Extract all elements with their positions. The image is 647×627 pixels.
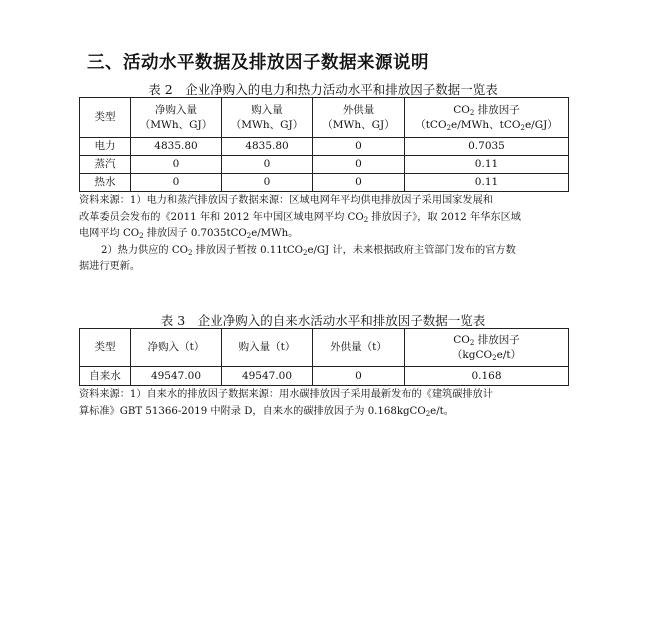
cell-supply: 0 — [313, 367, 405, 386]
table2-caption: 表 2 企业净购入的电力和热力活动水平和排放因子数据一览表 — [148, 82, 498, 97]
cell-net-purchase: 0 — [131, 174, 222, 192]
cell-type: 电力 — [80, 138, 131, 156]
table2-source-note: 资料来源：1）电力和蒸汽排放因子数据来源：区域电网年平均供电排放因子采用国家发展和 改革委员会发布的《2011 年和 2012 年中国区域电网平均 $CO_2$ 排放因子》，取 2012 年华东区域 电网平均 $CO_2$ 排放因子 0.7035tCO$_2$e/MWh。 2）热力供应的 $CO_2$ 排放因子暂按 0.11tCO$_2$e/GJ 计，未来根据政府主管部门发布的官方数 据进行更新。 — [79, 195, 521, 272]
cell-net-purchase: 49547.00 — [131, 367, 222, 386]
table2-header-purchase: 购入量 （MWh、GJ） — [222, 98, 313, 138]
table2 — [79, 97, 569, 192]
table3 — [79, 328, 569, 386]
table2-header-supply: 外供量 （MWh、GJ） — [313, 98, 405, 138]
section-title: 三、活动水平数据及排放因子数据来源说明 — [87, 53, 429, 73]
table3-header-type: 类型 — [80, 329, 131, 367]
table3-header-row — [80, 329, 569, 367]
table2-header-net-purchase: 净购入量 （MWh、GJ） — [131, 98, 222, 138]
table2-header-factor: $CO_2$ 排放因子 （tCO$_2$e/MWh、tCO$_2$e/GJ） — [405, 98, 569, 138]
cell-type: 自来水 — [80, 367, 131, 386]
cell-factor: 0.7035 — [405, 138, 569, 156]
table-row — [80, 138, 569, 156]
cell-supply: 0 — [313, 156, 405, 174]
cell-purchase: 0 — [222, 174, 313, 192]
table3-header-supply: 外供量（t） — [313, 329, 405, 367]
cell-type: 蒸汽 — [80, 156, 131, 174]
cell-supply: 0 — [313, 138, 405, 156]
cell-factor: 0.11 — [405, 156, 569, 174]
cell-purchase: 0 — [222, 156, 313, 174]
cell-purchase: 49547.00 — [222, 367, 313, 386]
table-row — [80, 367, 569, 386]
cell-net-purchase: 4835.80 — [131, 138, 222, 156]
table3-source-note: 资料来源：1）自来水的排放因子数据来源：用水碳排放因子采用最新发布的《建筑碳排放计 算标准》GBT 51366-2019 中附录 D，自来水的碳排放因子为 0.168kgCO$_2$e/t。 — [79, 389, 493, 418]
table2-header-type: 类型 — [80, 98, 131, 138]
table-row — [80, 156, 569, 174]
cell-factor: 0.168 — [405, 367, 569, 386]
cell-net-purchase: 0 — [131, 156, 222, 174]
cell-type: 热水 — [80, 174, 131, 192]
cell-supply: 0 — [313, 174, 405, 192]
table2-header-row — [80, 98, 569, 138]
table3-header-net-purchase: 净购入（t） — [131, 329, 222, 367]
table3-caption: 表 3 企业净购入的自来水活动水平和排放因子数据一览表 — [160, 313, 486, 328]
table3-header-purchase: 购入量（t） — [222, 329, 313, 367]
cell-factor: 0.11 — [405, 174, 569, 192]
table3-header-factor: $CO_2$ 排放因子 （kgCO$_2$e/t） — [405, 329, 569, 367]
table-row — [80, 174, 569, 192]
cell-purchase: 4835.80 — [222, 138, 313, 156]
